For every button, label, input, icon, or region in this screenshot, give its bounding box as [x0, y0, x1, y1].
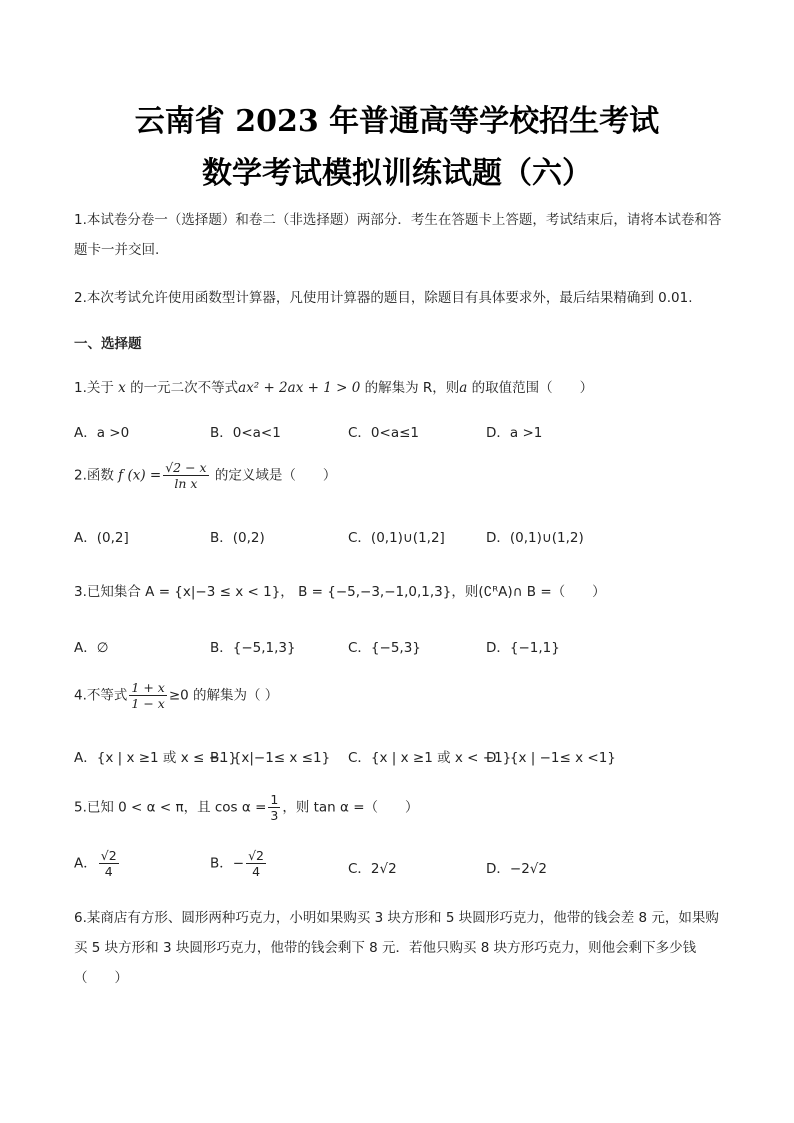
- q2-prefix: 2.函数: [74, 467, 119, 484]
- q1-suffix: 的解集为 R，则: [360, 380, 460, 396]
- q1-mid: 的一元二次不等式: [125, 380, 239, 396]
- q5-option-d: D．−2√2: [486, 861, 547, 877]
- q1-option-a: A．a >0: [74, 425, 130, 441]
- question-5: [74, 792, 419, 823]
- q5-option-a-denominator: 4: [104, 864, 113, 879]
- q5-denominator: 3: [270, 808, 279, 823]
- q1-var: x: [118, 380, 126, 396]
- question-6-line1: 6.某商店有方形、圆形两种巧克力，小明如果购买 3 块方形和 5 块圆形巧克力，他带的钱会差 8 元，如果购: [74, 910, 719, 926]
- q2-fx: f (x) =: [118, 467, 162, 484]
- q4-fraction: [129, 680, 166, 711]
- q5-option-a-numerator: √2: [100, 848, 117, 863]
- q4-suffix: ≥0 的解集为（ ）: [168, 687, 279, 704]
- q4-option-b: B．{x|−1≤ x ≤1}: [210, 750, 331, 766]
- q2-option-d: D．(0,1)∪(1,2): [486, 530, 584, 546]
- q4-numerator: 1 + x: [131, 680, 165, 695]
- q3-option-b: B．{−5,1,3}: [210, 640, 296, 656]
- q1-option-d: D．a >1: [486, 425, 543, 441]
- q5-option-c: C．2√2: [348, 861, 397, 877]
- q2-numerator: √2 − x: [165, 460, 207, 475]
- q5-option-a-fraction: [99, 848, 119, 879]
- section-heading: 一、选择题: [74, 336, 142, 352]
- q3-option-d: D．{−1,1}: [486, 640, 560, 656]
- q4-option-d: D．{x | −1≤ x <1}: [486, 750, 616, 766]
- q1-var2: a: [459, 380, 468, 396]
- question-6-line3: （ ）: [74, 970, 128, 986]
- q5-option-b-denominator: 4: [252, 864, 261, 879]
- q4-option-a: A．{x | x ≥1 或 x ≤ −1}: [74, 750, 238, 766]
- q4-denominator: 1 − x: [131, 696, 165, 711]
- q3-option-a: A．∅: [74, 640, 109, 656]
- question-6-line2: 买 5 块方形和 3 块圆形巧克力，他带的钱会剩下 8 元．若他只购买 8 块方形巧克力，则他会剩下多少钱: [74, 940, 697, 956]
- q1-expr: ax² + 2ax + 1 > 0: [238, 380, 361, 396]
- q5-option-a: [74, 848, 121, 879]
- q2-denominator: ln x: [174, 476, 198, 491]
- q5-prefix: 5.已知 0 < α < π，且 cos α =: [74, 799, 267, 816]
- q4-prefix: 4.不等式: [74, 687, 128, 704]
- q5-option-b-fraction: [246, 848, 266, 879]
- q1-option-c: C．0<a≤1: [348, 425, 420, 441]
- q5-option-a-label: A．: [74, 855, 97, 872]
- q5-option-b: [210, 848, 268, 879]
- q2-suffix: 的定义域是（ ）: [210, 467, 337, 484]
- q5-option-b-label: B．−: [210, 855, 245, 872]
- q5-numerator: 1: [270, 792, 279, 807]
- q2-option-a: A．(0,2]: [74, 530, 129, 546]
- q4-option-c: C．{x | x ≥1 或 x < −1}: [348, 750, 512, 766]
- q5-suffix: ，则 tan α =（ ）: [282, 799, 419, 816]
- q5-option-b-numerator: √2: [248, 848, 264, 863]
- question-4: [74, 680, 278, 711]
- q5-fraction: [268, 792, 280, 823]
- question-1: [74, 376, 593, 396]
- q1-end: 的取值范围（ ）: [467, 380, 594, 396]
- question-2: [74, 460, 336, 491]
- exam-title-line2: 数学考试模拟训练试题（六）: [202, 156, 592, 191]
- exam-title-line1: 云南省 2023 年普通高等学校招生考试: [134, 104, 660, 139]
- question-3: 3.已知集合 A = {x|−3 ≤ x < 1}， B = {−5,−3,−1,0,1,3}，则(∁ᴿA)∩ B =（ ）: [74, 584, 606, 600]
- q1-prefix: 1.关于: [74, 380, 119, 396]
- q1-option-b: B．0<a<1: [210, 425, 281, 441]
- instruction-1: 1.本试卷分卷一（选择题）和卷二（非选择题）两部分．考生在答题卡上答题，考试结束后，请将本试卷和答题卡一并交回.: [74, 212, 722, 258]
- q2-option-c: C．(0,1)∪(1,2]: [348, 530, 445, 546]
- q2-option-b: B．(0,2): [210, 530, 265, 546]
- instruction-2: 2.本次考试允许使用函数型计算器，凡使用计算器的题目，除题目有具体要求外，最后结果精确到 0.01.: [74, 290, 693, 306]
- q2-fraction: [163, 460, 208, 491]
- q3-option-c: C．{−5,3}: [348, 640, 421, 656]
